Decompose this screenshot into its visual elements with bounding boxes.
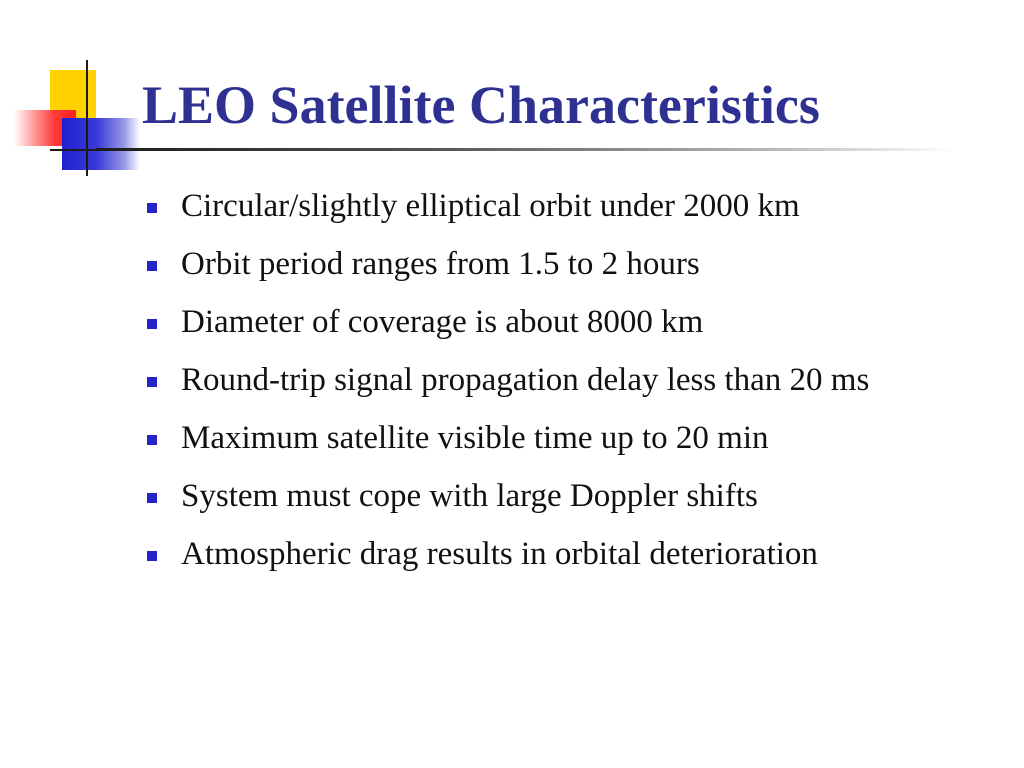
- logo-vertical-line: [86, 60, 88, 176]
- square-bullet-icon: [147, 551, 157, 561]
- bullet-text: Orbit period ranges from 1.5 to 2 hours: [181, 246, 700, 282]
- bullet-text: Maximum satellite visible time up to 20 min: [181, 420, 769, 456]
- bullet-text: System must cope with large Doppler shifts: [181, 478, 758, 514]
- square-bullet-icon: [147, 435, 157, 445]
- bullet-text: Circular/slightly elliptical orbit under 2000 km: [181, 188, 800, 224]
- bullet-item: [144, 242, 974, 286]
- bullet-text: Round-trip signal propagation delay less than 20 ms: [181, 362, 870, 398]
- square-bullet-icon: [147, 377, 157, 387]
- bullet-list: [144, 184, 974, 590]
- square-bullet-icon: [147, 493, 157, 503]
- bullet-text: Atmospheric drag results in orbital deterioration: [181, 536, 818, 572]
- square-bullet-icon: [147, 261, 157, 271]
- bullet-text: Diameter of coverage is about 8000 km: [181, 304, 704, 340]
- bullet-item: [144, 184, 974, 228]
- slide-logo-decoration: [0, 0, 150, 190]
- slide-title: LEO Satellite Characteristics: [142, 75, 820, 135]
- bullet-item: [144, 474, 974, 518]
- bullet-item: [144, 358, 974, 402]
- bullet-item: [144, 532, 974, 576]
- square-bullet-icon: [147, 203, 157, 213]
- bullet-item: [144, 416, 974, 460]
- title-underline-divider: [96, 148, 956, 151]
- logo-blue-square: [62, 118, 140, 170]
- square-bullet-icon: [147, 319, 157, 329]
- bullet-item: [144, 300, 974, 344]
